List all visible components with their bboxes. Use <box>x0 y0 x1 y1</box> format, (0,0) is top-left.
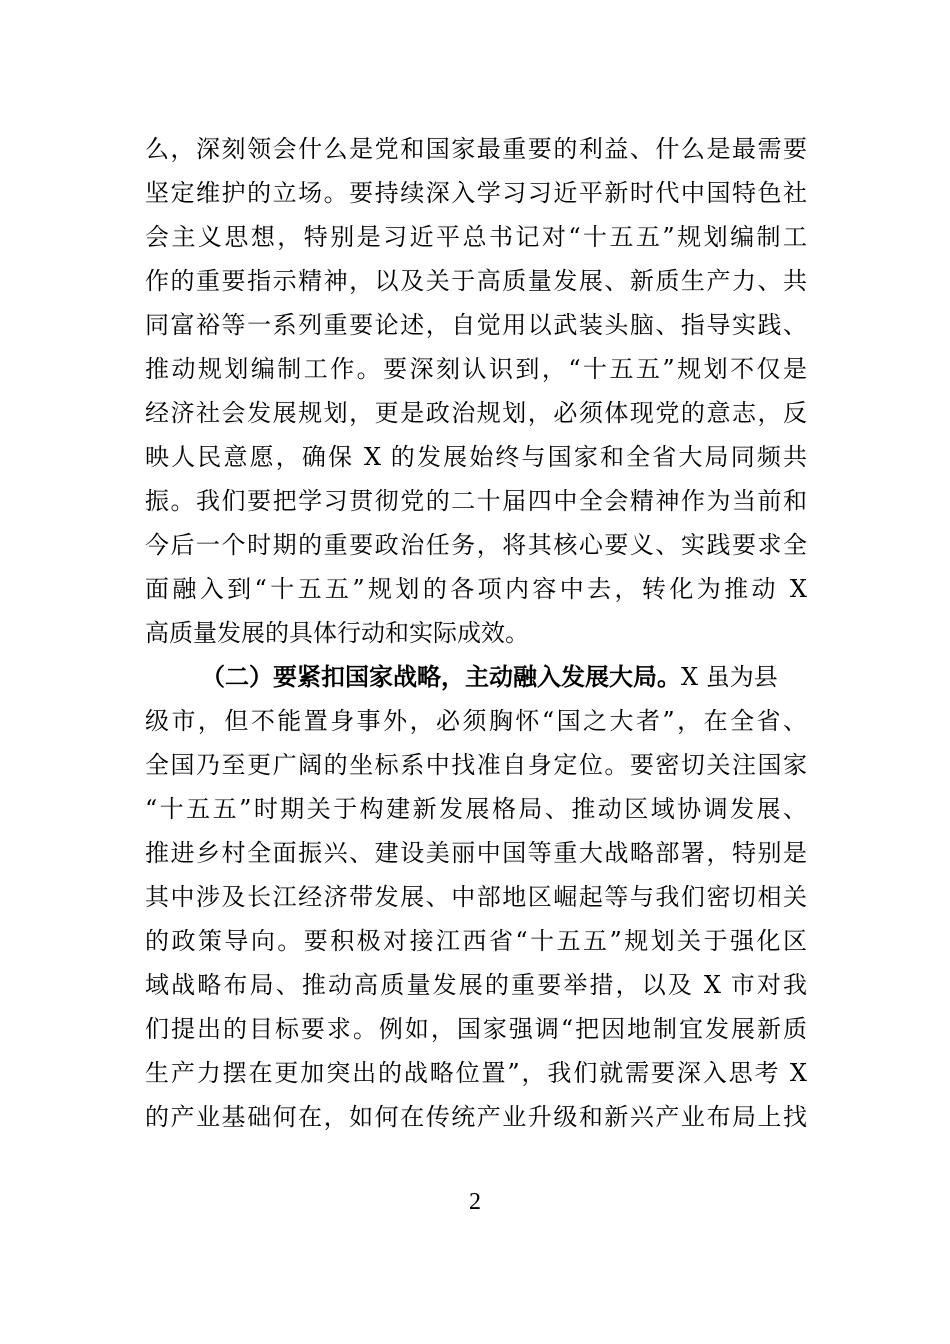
paragraph-line: 高质量发展的具体行动和实际成效。 <box>145 619 529 647</box>
paragraph-line: 的产业基础何在，如何在传统产业升级和新兴产业布局上找 <box>145 1103 807 1131</box>
paragraph-line: 们提出的目标要求。例如，国家强调“把因地制宜发展新质 <box>145 1015 807 1043</box>
paragraph-line: 级市，但不能置身事外，必须胸怀“国之大者”，在全省、 <box>145 707 807 735</box>
paragraph-line: 域战略布局、推动高质量发展的重要举措，以及 X 市对我 <box>145 971 807 999</box>
paragraph-line: 作的重要指示精神，以及关于高质量发展、新质生产力、共 <box>145 267 807 295</box>
page-number: 2 <box>469 1189 481 1215</box>
paragraph-line: 会主义思想，特别是习近平总书记对“十五五”规划编制工 <box>145 223 807 251</box>
paragraph-line: 全国乃至更广阔的坐标系中找准自身定位。要密切关注国家 <box>145 751 807 779</box>
paragraph-line: 的政策导向。要积极对接江西省“十五五”规划关于强化区 <box>145 927 807 955</box>
paragraph-line: 经济社会发展规划，更是政治规划，必须体现党的意志，反 <box>145 399 807 427</box>
paragraph-line: 坚定维护的立场。要持续深入学习习近平新时代中国特色社 <box>145 179 807 207</box>
paragraph-line: 今后一个时期的重要政治任务，将其核心要义、实践要求全 <box>145 531 807 559</box>
paragraph-line: 么，深刻领会什么是党和国家最重要的利益、什么是最需要 <box>145 135 807 163</box>
paragraph-line: 推动规划编制工作。要深刻认识到，“十五五”规划不仅是 <box>145 355 807 383</box>
body-text <box>145 127 807 1139</box>
paragraph-line: “十五五”时期关于构建新发展格局、推动区域协调发展、 <box>145 795 807 823</box>
section-heading: （二）要紧扣国家战略，主动融入发展大局。 <box>201 662 681 691</box>
paragraph-line: 生产力摆在更加突出的战略位置”，我们就需要深入思考 X <box>145 1059 807 1087</box>
paragraph-line: 振。我们要把学习贯彻党的二十届四中全会精神作为当前和 <box>145 487 807 515</box>
paragraph-line: 其中涉及长江经济带发展、中部地区崛起等与我们密切相关 <box>145 883 807 911</box>
paragraph-line: 同富裕等一系列重要论述，自觉用以武装头脑、指导实践、 <box>145 311 807 339</box>
section-first-line-text: X 虽为县 <box>681 663 778 691</box>
paragraph-line: 面融入到“十五五”规划的各项内容中去，转化为推动 X <box>145 575 807 603</box>
paragraph-line: 推进乡村全面振兴、建设美丽中国等重大战略部署，特别是 <box>145 839 807 867</box>
section-first-line <box>145 655 807 699</box>
paragraph-line: 映人民意愿，确保 X 的发展始终与国家和全省大局同频共 <box>145 443 807 471</box>
